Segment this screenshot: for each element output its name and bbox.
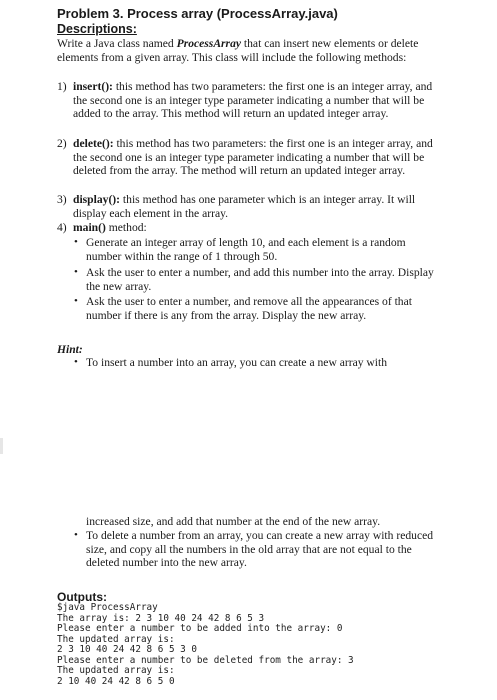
console-line: 2 3 10 40 24 42 8 6 5 3 0 <box>57 644 197 655</box>
bullet-text: increased size, and add that number at the end of the new array. <box>86 515 381 528</box>
intro-paragraph <box>57 37 442 64</box>
bullet-text: Generate an integer array of length 10, and each element is a random number within the range of 1 through 50. <box>86 236 406 263</box>
intro-text-post: that can insert new elements or delete elements from a given array. This class will include the following methods: <box>57 37 419 64</box>
method-description: method: <box>105 221 147 234</box>
method-number: 4) <box>57 221 67 234</box>
method-number: 2) <box>57 137 67 150</box>
console-output <box>57 603 354 687</box>
bullet-text: To delete a number from an array, you can create a new array with reduced size, and copy all the numbers in the old array that are not equal to the deleted number into the new array. <box>86 529 434 570</box>
console-line: The updated array is: <box>57 665 175 676</box>
console-line: Please enter a number to be added into the array: 0 <box>57 623 343 634</box>
descriptions-heading: Descriptions: <box>57 22 137 36</box>
method-name: display(): <box>73 193 121 206</box>
method-description: this method has one parameter which is an integer array. It will display each element in the array. <box>73 193 416 220</box>
bullet-glyph: • <box>74 356 78 368</box>
hint-label: Hint: <box>57 343 83 356</box>
page-edge-mark <box>0 438 3 454</box>
method-name: main() <box>73 221 106 234</box>
console-line: Please enter a number to be deleted from the array: 3 <box>57 654 354 666</box>
method-description: this method has two parameters: the first one is an integer array, and the second one is an integer type parameter indicating a number that will be added to the array. This method will return an updated integer array. <box>73 80 433 121</box>
method-name: insert(): <box>73 80 113 93</box>
bullet-text: To insert a number into an array, you can create a new array with <box>86 356 388 369</box>
console-line: The array is: 2 3 10 40 24 42 8 6 5 3 <box>57 612 265 624</box>
method-number: 3) <box>57 193 67 206</box>
bullet-glyph: • <box>74 295 78 307</box>
console-line: The updated array is: <box>57 633 175 645</box>
bullet-glyph: • <box>74 266 78 278</box>
bullet-text: Ask the user to enter a number, and add this number into the array. Display the new array. <box>86 266 434 293</box>
console-line: 2 10 40 24 42 8 6 5 0 <box>57 675 175 687</box>
outputs-heading: Outputs: <box>57 590 107 604</box>
method-description: this method has two parameters: the first one is an integer array, and the second one is an integer type parameter indicating a number that will be deleted from the array. The method will return an updated integer array. <box>73 137 433 178</box>
class-name: ProcessArray <box>176 37 242 50</box>
method-name: delete(): <box>73 137 114 150</box>
bullet-text: Ask the user to enter a number, and remove all the appearances of that number if there is any from the array. Display the new array. <box>86 295 412 322</box>
intro-text-pre: Write a Java class named <box>57 37 177 50</box>
bullet-glyph: • <box>74 236 78 248</box>
console-line: $java ProcessArray <box>57 602 158 613</box>
bullet-glyph: • <box>74 529 78 541</box>
method-number: 1) <box>57 80 67 93</box>
problem-title: Problem 3. Process array (ProcessArray.java) <box>57 6 338 21</box>
